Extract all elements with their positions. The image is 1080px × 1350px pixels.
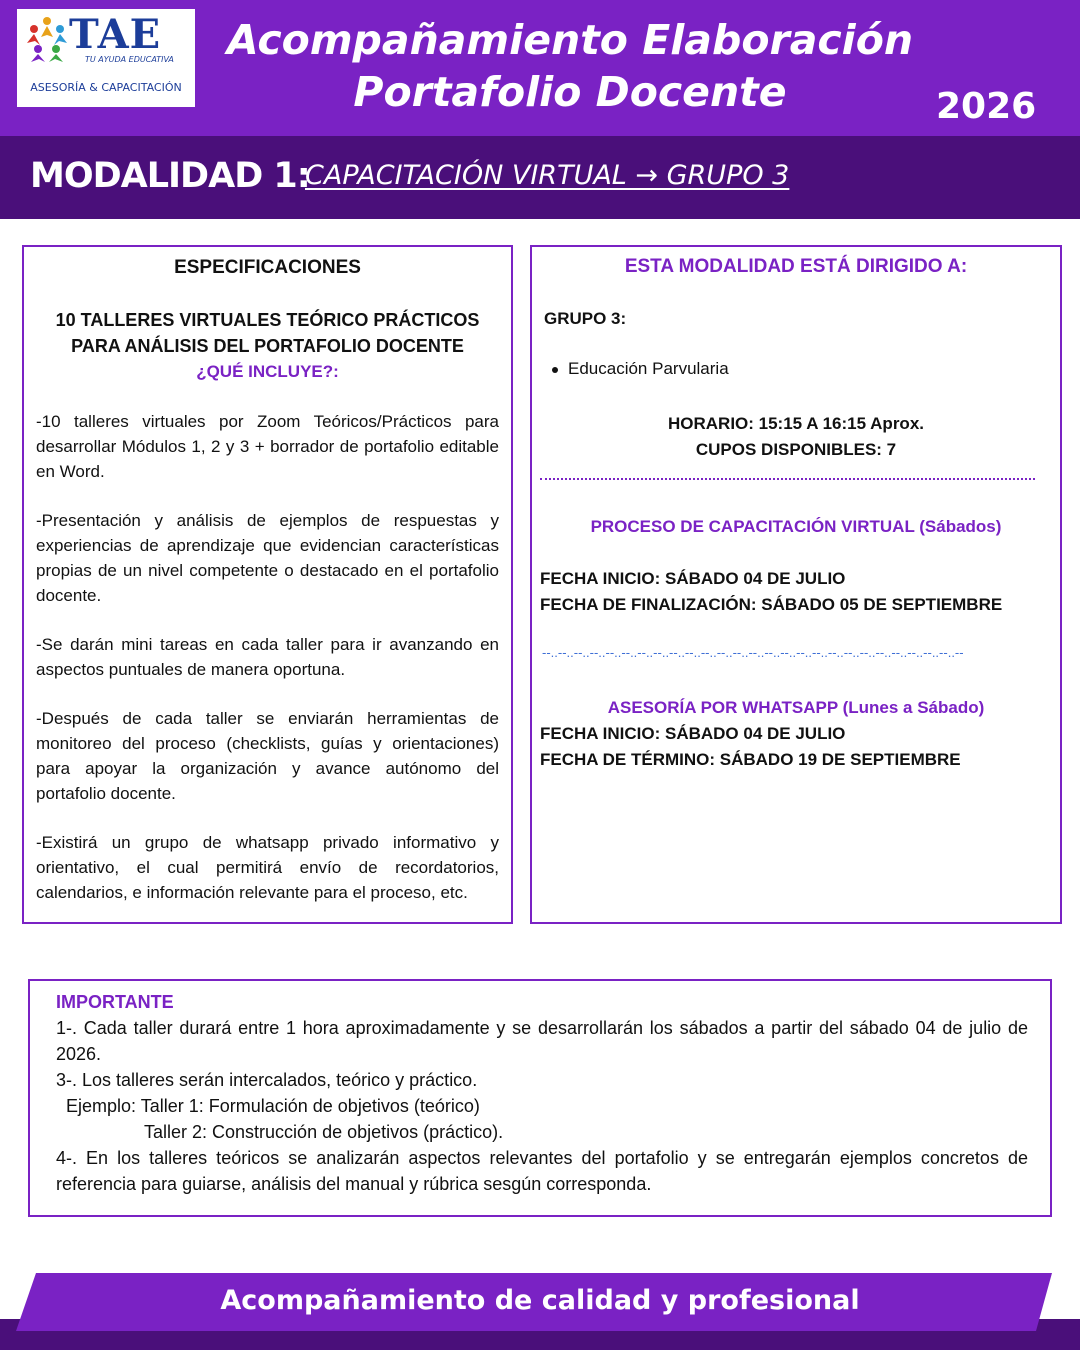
- process-end: FECHA DE FINALIZACIÓN: SÁBADO 05 DE SEPTIEMBRE: [540, 595, 1003, 614]
- schedule-text: HORARIO: 15:15 A 16:15 Aprox.: [667, 414, 924, 433]
- logo-wordmark: TAE: [69, 11, 162, 58]
- process-start: FECHA INICIO: SÁBADO 04 DE JULIO: [540, 569, 846, 588]
- important-line: 1-. Cada taller durará entre 1 hora aproximadamente y se desarrollarán los sábados a partir del sábado 04 de julio de 2026.: [56, 1018, 1028, 1064]
- group-item-label: Educación Parvularia: [568, 359, 729, 378]
- group-list-item: [552, 359, 729, 379]
- important-panel: [28, 979, 1052, 1217]
- logo-tagline: TU AYUDA EDUCATIVA: [85, 55, 174, 64]
- important-line: 4-. En los talleres teóricos se analizarán aspectos relevantes del portafolio y se entregarán ejemplos concretos de referencia para guiarse, análisis del manual y rúbrica sesgún corresponda.: [56, 1148, 1028, 1194]
- spec-item: -Existirá un grupo de whatsapp privado informativo y orientativo, el cual permitirá envío de recordatorios, calendarios, e información relevante para el proceso, etc.: [36, 833, 499, 902]
- audience-panel: [530, 245, 1062, 924]
- logo-subtitle: ASESORÍA & CAPACITACIÓN: [30, 81, 182, 94]
- dashed-divider: --..--..--..--..--..--..--..--..--..--..--..--..--..--..--..--..--..--..--..--..--..--..--..--..--..--..--: [542, 645, 964, 660]
- important-example: Taller 2: Construcción de objetivos (práctico).: [144, 1122, 504, 1142]
- modality-subtitle: CAPACITACIÓN VIRTUAL → GRUPO 3: [305, 160, 790, 191]
- specifications-heading: ESPECIFICACIONES: [174, 257, 361, 278]
- whatsapp-end: FECHA DE TÉRMINO: SÁBADO 19 DE SEPTIEMBRE: [540, 750, 961, 769]
- logo: [17, 9, 195, 107]
- header: [0, 0, 1080, 136]
- dotted-divider: [540, 478, 1035, 480]
- process-heading: PROCESO DE CAPACITACIÓN VIRTUAL (Sábados): [590, 517, 1002, 536]
- spec-item: -10 talleres virtuales por Zoom Teóricos/Prácticos para desarrollar Módulos 1, 2 y 3 + borrador de portafolio editable en Word.: [36, 412, 499, 481]
- year-label: 2026: [936, 86, 1037, 127]
- footer-tagline: Acompañamiento de calidad y profesional: [220, 1285, 860, 1316]
- spec-item: -Después de cada taller se enviarán herramientas de monitoreo del proceso (checklists, guías y orientaciones) para apoyar la organización y avance autónomo del portafolio docente.: [36, 709, 499, 803]
- whatsapp-start: FECHA INICIO: SÁBADO 04 DE JULIO: [540, 724, 846, 743]
- specifications-subheading: 10 TALLERES VIRTUALES TEÓRICO PRÁCTICOS PARA ANÁLISIS DEL PORTAFOLIO DOCENTE: [55, 310, 480, 356]
- bullet-icon: [552, 367, 558, 373]
- includes-question: ¿QUÉ INCLUYE?:: [196, 362, 339, 381]
- important-heading: IMPORTANTE: [56, 992, 174, 1012]
- modality-label: MODALIDAD 1:: [30, 156, 310, 196]
- title-line-2: Portafolio Docente: [353, 68, 787, 116]
- whatsapp-heading: ASESORÍA POR WHATSAPP (Lunes a Sábado): [607, 698, 985, 717]
- important-line: 3-. Los talleres serán intercalados, teórico y práctico.: [56, 1070, 478, 1090]
- important-example: Ejemplo: Taller 1: Formulación de objetivos (teórico): [66, 1096, 480, 1116]
- spec-item: -Presentación y análisis de ejemplos de respuestas y experiencias de aprendizaje que evidencian características propias de un nivel competente o destacado en el portafolio docente.: [36, 511, 499, 605]
- title-line-1: Acompañamiento Elaboración: [226, 16, 914, 64]
- slots-text: CUPOS DISPONIBLES: 7: [695, 440, 897, 459]
- logo-people-icon: [25, 13, 69, 63]
- modality-bar: [0, 136, 1080, 219]
- page-title: [220, 14, 920, 118]
- specifications-panel: [22, 245, 513, 924]
- spec-item: -Se darán mini tareas en cada taller para ir avanzando en aspectos puntuales de manera oportuna.: [36, 635, 499, 679]
- audience-heading: ESTA MODALIDAD ESTÁ DIRIGIDO A:: [624, 256, 968, 277]
- group-label: GRUPO 3:: [544, 309, 627, 328]
